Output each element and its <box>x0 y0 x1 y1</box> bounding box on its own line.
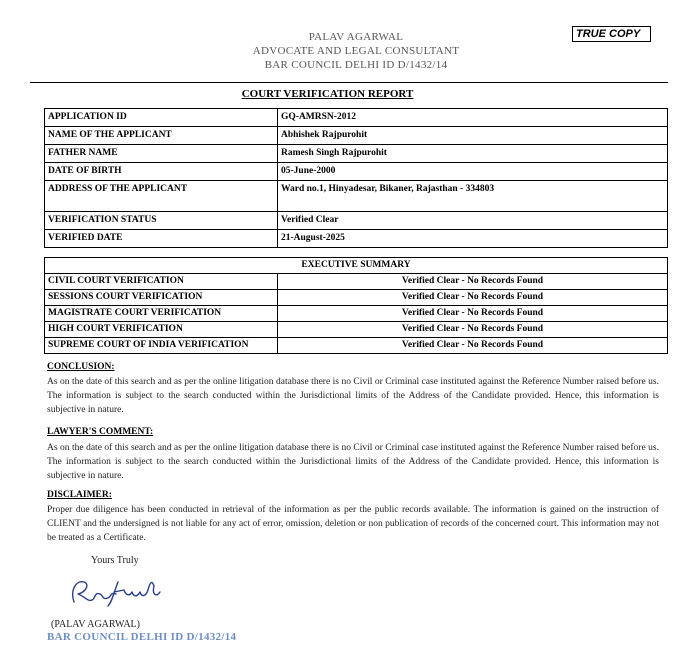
row-label: MAGISTRATE COURT VERIFICATION <box>45 306 278 322</box>
report-title: COURT VERIFICATION REPORT <box>241 88 414 100</box>
table-row <box>45 306 668 322</box>
row-label: CIVIL COURT VERIFICATION <box>45 274 278 290</box>
table-row <box>45 274 668 290</box>
row-label: SUPREME COURT OF INDIA VERIFICATION <box>45 338 278 354</box>
executive-summary-table <box>44 257 668 354</box>
row-value: 21-August-2025 <box>278 230 668 248</box>
row-label: HIGH COURT VERIFICATION <box>45 322 278 338</box>
row-label: DATE OF BIRTH <box>45 163 278 181</box>
row-value: GQ-AMRSN-2012 <box>278 109 668 127</box>
row-label: NAME OF THE APPLICANT <box>45 127 278 145</box>
row-label: APPLICATION ID <box>45 109 278 127</box>
row-value: Ramesh Singh Rajpurohit <box>278 145 668 163</box>
advocate-bar-id: BAR COUNCIL DELHI ID D/1432/14 <box>264 59 448 71</box>
table-row <box>45 145 668 163</box>
table-row <box>45 212 668 230</box>
row-label: FATHER NAME <box>45 145 278 163</box>
row-value: Ward no.1, Hinyadesar, Bikaner, Rajasthan - 334803 <box>278 181 668 212</box>
table-row <box>45 127 668 145</box>
row-value: Verified Clear - No Records Found <box>278 274 668 290</box>
disclaimer-heading: DISCLAIMER: <box>47 490 112 500</box>
row-label: VERIFICATION STATUS <box>45 212 278 230</box>
row-value: 05-June-2000 <box>278 163 668 181</box>
row-value: Verified Clear - No Records Found <box>278 306 668 322</box>
conclusion-text: As on the date of this search and as per the online litigation database there is no Civil or Criminal case instituted against the Reference Number raised before us. The information is subject to the search conducted within the Jurisdictional limits of the Address of the Candidate provided. Hence, this information is subjective in nature. <box>47 377 659 415</box>
lawyers-comment-heading: LAWYER'S COMMENT: <box>47 427 154 437</box>
signature-image <box>64 572 164 612</box>
advocate-name: PALAV AGARWAL <box>308 31 404 43</box>
summary-heading-row <box>45 258 668 274</box>
signatory-name: (PALAV AGARWAL) <box>51 619 140 630</box>
table-row <box>45 322 668 338</box>
table-row <box>45 163 668 181</box>
table-row <box>45 290 668 306</box>
table-row <box>45 109 668 127</box>
row-label: VERIFIED DATE <box>45 230 278 248</box>
row-label: SESSIONS COURT VERIFICATION <box>45 290 278 306</box>
row-value: Verified Clear <box>278 212 668 230</box>
signatory-bar-id: BAR COUNCIL DELHI ID D/1432/14 <box>47 631 237 643</box>
lawyers-comment-text: As on the date of this search and as per the online litigation database there is no Civil or Criminal case instituted against the Reference Number raised before us. The information is subject to the search conducted within the Jurisdictional limits of the Address of the Candidate provided. Hence, this information is subjective in nature. <box>47 443 659 481</box>
advocate-designation: ADVOCATE AND LEGAL CONSULTANT <box>252 45 460 57</box>
summary-heading: EXECUTIVE SUMMARY <box>45 258 668 274</box>
row-value: Verified Clear - No Records Found <box>278 290 668 306</box>
closing-salutation: Yours Truly <box>91 555 139 566</box>
row-label: ADDRESS OF THE APPLICANT <box>45 181 278 212</box>
table-row <box>45 230 668 248</box>
table-row <box>45 181 668 212</box>
conclusion-heading: CONCLUSION: <box>47 362 115 372</box>
true-copy-stamp: TRUE COPY <box>572 26 651 42</box>
disclaimer-text: Proper due diligence has been conducted in retrieval of the information as per the public records available. The information is gained on the instruction of CLIENT and the undersigned is not liable for any act of error, omission, deletion or non publication of records of the concerned court. This information may not be treated as a Certificate. <box>47 505 659 543</box>
row-value: Abhishek Rajpurohit <box>278 127 668 145</box>
row-value: Verified Clear - No Records Found <box>278 322 668 338</box>
applicant-details-table <box>44 108 668 248</box>
row-value: Verified Clear - No Records Found <box>278 338 668 354</box>
header-divider <box>30 82 668 83</box>
table-row <box>45 338 668 354</box>
